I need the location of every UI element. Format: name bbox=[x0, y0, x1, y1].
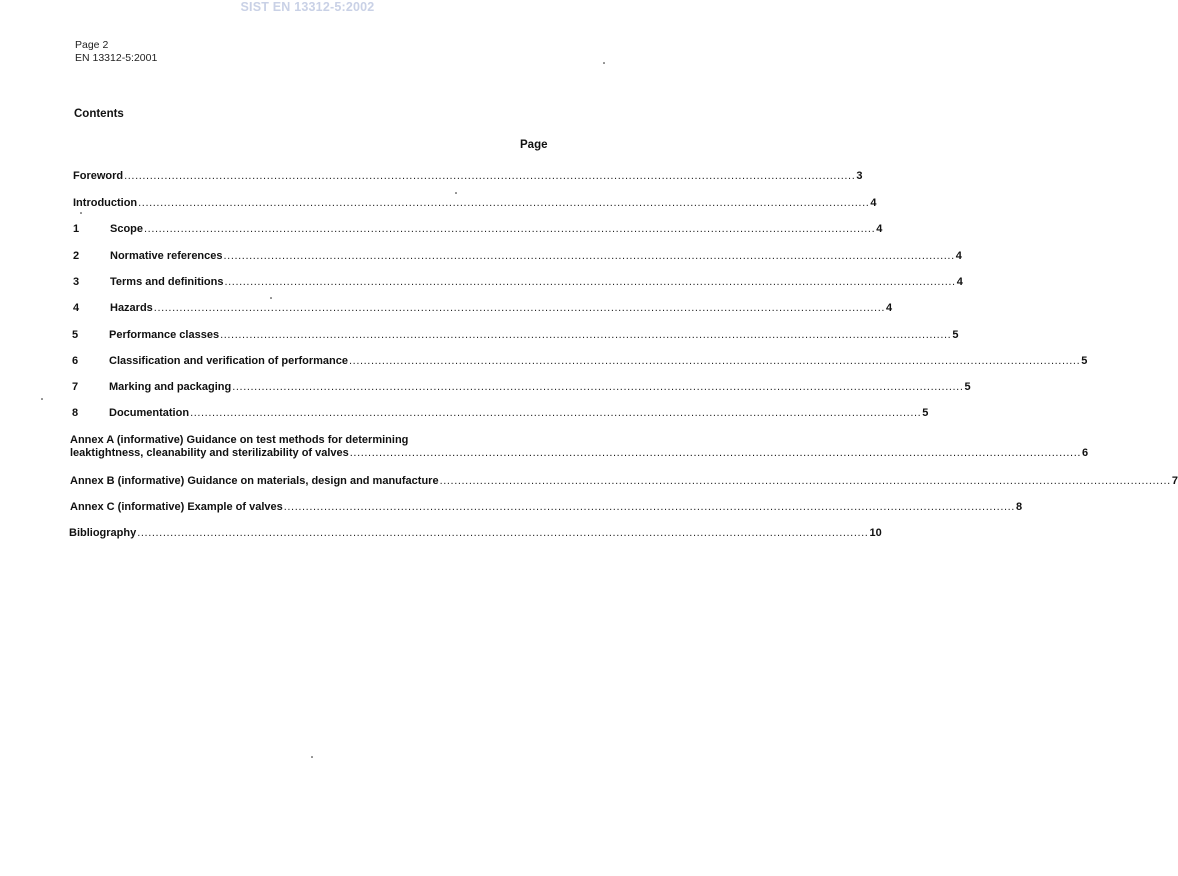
toc-entry-title: Normative references bbox=[110, 250, 223, 262]
toc-entry-page: 4 bbox=[870, 197, 877, 209]
toc-entry-number: 6 bbox=[72, 355, 79, 367]
toc-entry-page: 5 bbox=[952, 329, 959, 341]
toc-entry-page: 10 bbox=[869, 527, 882, 539]
contents-heading: Contents bbox=[74, 108, 124, 120]
toc-entry-title: Annex A (informative) Guidance on test methods for determining bbox=[70, 434, 409, 446]
dot-leader: ........................................................................................................................................................................................................ bbox=[137, 527, 869, 539]
toc-entry-page: 7 bbox=[1171, 475, 1178, 487]
toc-entry-number: 3 bbox=[73, 276, 80, 288]
toc-entry-annex-a[interactable] bbox=[70, 434, 1089, 460]
toc-entry-page: 4 bbox=[886, 302, 893, 314]
dot-leader: ........................................................................................................................................................................................................ bbox=[283, 501, 1015, 513]
page-number-label: Page 2 bbox=[75, 39, 109, 51]
toc-entry-marking-and-packaging[interactable] bbox=[72, 381, 971, 394]
toc-entry-page: 8 bbox=[1015, 501, 1023, 513]
toc-entry-number: 2 bbox=[73, 250, 80, 262]
toc-entry-page: 4 bbox=[955, 250, 962, 262]
toc-entry-title: Classification and verification of performance bbox=[109, 355, 349, 367]
toc-entry-title: Introduction bbox=[73, 197, 138, 209]
toc-entry-page: 4 bbox=[876, 223, 883, 235]
dot-leader: ........................................................................................................................................................................................................ bbox=[223, 250, 955, 262]
toc-entry-title: Terms and definitions bbox=[110, 276, 224, 288]
scan-speck bbox=[311, 756, 313, 758]
toc-entry-title: Marking and packaging bbox=[109, 381, 232, 393]
dot-leader: ........................................................................................................................................................................................................ bbox=[349, 447, 1082, 459]
toc-entry-normative-references[interactable] bbox=[73, 250, 962, 263]
toc-entry-page: 3 bbox=[856, 170, 863, 182]
toc-entry-foreword[interactable] bbox=[73, 170, 863, 183]
toc-entry-number: 7 bbox=[72, 381, 79, 393]
toc-entry-title: Bibliography bbox=[69, 527, 137, 539]
scan-speck bbox=[80, 212, 82, 214]
toc-entry-page: 6 bbox=[1082, 447, 1089, 459]
dot-leader: ........................................................................................................................................................................................................ bbox=[153, 302, 886, 314]
dot-leader: ........................................................................................................................................................................................................ bbox=[232, 381, 964, 393]
toc-entry-title: Annex B (informative) Guidance on materials, design and manufacture bbox=[70, 475, 439, 487]
scan-speck bbox=[603, 62, 605, 64]
standard-code: EN 13312-5:2001 bbox=[75, 51, 158, 64]
toc-entry-title: Scope bbox=[110, 223, 144, 235]
toc-entry-annex-c[interactable] bbox=[70, 501, 1023, 514]
toc-entry-hazards[interactable] bbox=[73, 302, 893, 315]
toc-entry-title: Foreword bbox=[73, 170, 124, 182]
toc-entry-page: 5 bbox=[964, 381, 971, 393]
toc-entry-number: 1 bbox=[73, 223, 80, 235]
toc-entry-performance-classes[interactable] bbox=[72, 329, 959, 342]
page-header bbox=[75, 39, 157, 64]
toc-entry-title: Hazards bbox=[110, 302, 153, 314]
scan-speck bbox=[270, 297, 272, 299]
dot-leader: ........................................................................................................................................................................................................ bbox=[439, 475, 1171, 487]
toc-entry-title-continued: leaktightness, cleanability and sterilizability of valves bbox=[70, 447, 349, 459]
toc-entry-number: 4 bbox=[73, 302, 80, 314]
dot-leader: ........................................................................................................................................................................................................ bbox=[138, 197, 870, 209]
dot-leader: ........................................................................................................................................................................................................ bbox=[349, 355, 1081, 367]
page-column-label: Page bbox=[520, 139, 548, 151]
toc-entry-number: 5 bbox=[72, 329, 79, 341]
toc-entry-title: Performance classes bbox=[109, 329, 220, 341]
watermark: SIST EN 13312-5:2002 bbox=[240, 0, 375, 14]
toc-entry-scope[interactable] bbox=[73, 223, 883, 236]
toc-entry-annex-b[interactable] bbox=[70, 475, 1178, 488]
toc-entry-title: Documentation bbox=[109, 407, 190, 419]
dot-leader: ........................................................................................................................................................................................................ bbox=[144, 223, 876, 235]
dot-leader: ........................................................................................................................................................................................................ bbox=[124, 170, 856, 182]
toc-entry-page: 5 bbox=[922, 407, 929, 419]
toc-entry-documentation[interactable] bbox=[72, 407, 929, 420]
toc-entry-terms-and-definitions[interactable] bbox=[73, 276, 963, 289]
toc-entry-number: 8 bbox=[72, 407, 79, 419]
toc-entry-page: 4 bbox=[956, 276, 963, 288]
toc-entry-introduction[interactable] bbox=[73, 197, 877, 210]
toc-entry-bibliography[interactable] bbox=[69, 527, 882, 540]
dot-leader: ........................................................................................................................................................................................................ bbox=[224, 276, 956, 288]
toc-entry-classification[interactable] bbox=[72, 355, 1088, 368]
toc-entry-page: 5 bbox=[1081, 355, 1088, 367]
scan-speck bbox=[41, 398, 43, 400]
dot-leader: ........................................................................................................................................................................................................ bbox=[220, 329, 952, 341]
dot-leader: ........................................................................................................................................................................................................ bbox=[190, 407, 922, 419]
toc-entry-title: Annex C (informative) Example of valves bbox=[70, 501, 283, 513]
scan-speck bbox=[455, 192, 457, 194]
